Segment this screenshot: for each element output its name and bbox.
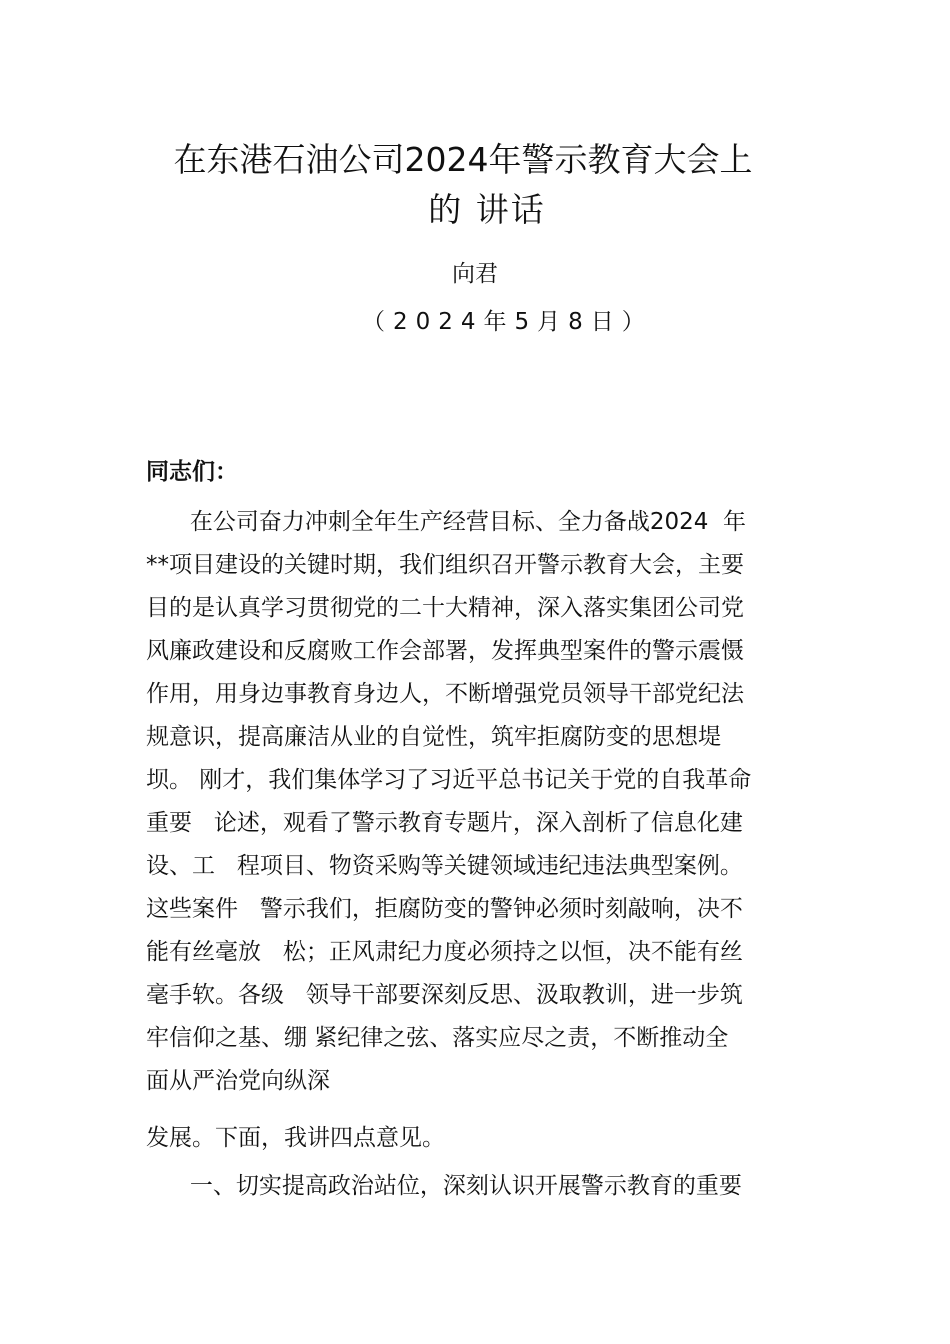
body-line: 作用，用身边事教育身边人，不断增强党员领导干部党纪法 [146,681,744,707]
document-title-line-2: 的 讲话 [428,190,546,229]
body-line: 坝。 刚才，我们集体学习了习近平总书记关于党的自我革命 [146,767,752,793]
body-line: **项目建设的关键时期，我们组织召开警示教育大会，主要 [146,552,744,578]
body-line: 牢信仰之基、绷 紧纪律之弦、落实应尽之责，不断推动全 [146,1025,729,1051]
document-title-line-1: 在东港石油公司2024年警示教育大会上 [173,140,753,179]
body-line: 设、工 程项目、物资采购等关键领域违纪违法典型案例。 [146,853,743,879]
author-name: 向君 [452,261,498,287]
salutation: 同志们： [146,459,238,485]
body-line: 重要 论述，观看了警示教育专题片，深入剖析了信息化建 [146,810,743,836]
body-line: 面从严治党向纵深 [146,1068,330,1094]
section-heading-line: 一、切实提高政治站位，深刻认识开展警示教育的重要 [146,1173,742,1199]
body-line: 目的是认真学习贯彻党的二十大精神，深入落实集团公司党 [146,595,744,621]
body-line: 在公司奋力冲刺全年生产经营目标、全力备战2024 年 [146,509,747,535]
body-line: 能有丝毫放 松；正风肃纪力度必须持之以恒，决不能有丝 [146,939,743,965]
body-line: 毫手软。各级 领导干部要深刻反思、汲取教训，进一步筑 [146,982,743,1008]
speech-date: （2024年5月8日） [362,309,653,335]
body-line: 规意识，提高廉洁从业的自觉性，筑牢拒腐防变的思想堤 [146,724,721,750]
body-line: 这些案件 警示我们，拒腐防变的警钟必须时刻敲响，决不 [146,896,743,922]
body-line: 发展。下面，我讲四点意见。 [146,1125,445,1151]
body-line: 风廉政建设和反腐败工作会部署，发挥典型案件的警示震慑 [146,638,744,664]
